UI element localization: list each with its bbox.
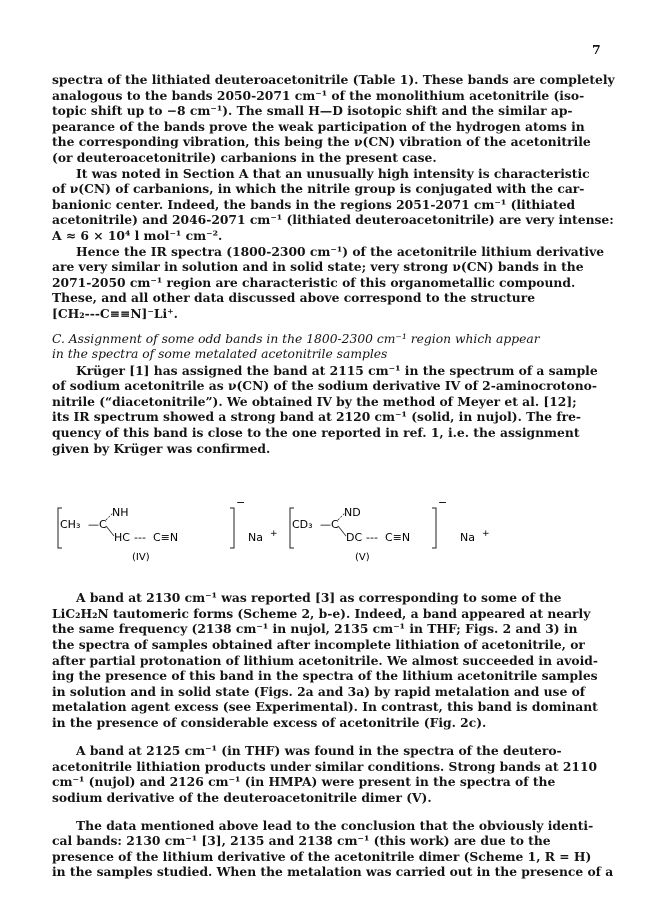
paragraph-structure [52,244,617,322]
text-line: topic shift up to −8 cm⁻¹). The small H—D isotopic shift and the similar ap- [52,103,573,119]
v-top-group: ND [344,506,361,519]
svg-text:---: --- [366,531,378,544]
text-line: (or deuteroacetonitrile) carbanions in the present case. [52,149,437,165]
text-line: Hence the IR spectra (1800-2300 cm⁻¹) of the acetonitrile lithium derivative [76,243,605,259]
text-line: in the presence of considerable excess of acetonitrile (Fig. 2c). [52,715,487,731]
text-line: A ≈ 6 × 10⁴ l mol⁻¹ cm⁻². [52,227,223,243]
upper-text-block [52,72,617,456]
text-line: the spectra of samples obtained after incomplete lithiation of acetonitrile, or [52,637,585,653]
text-line: of sodium acetonitrile as ν(CN) of the sodium derivative IV of 2-aminocrotono- [52,378,597,394]
text-line: metalation agent excess (see Experimental). In contrast, this band is dominant [52,699,598,715]
svg-text:+: + [482,529,490,539]
v-counter-ion: Na [460,531,475,544]
v-charge: − [438,496,448,509]
text-line: It was noted in Section A that an unusually high intensity is characteristic [76,165,590,181]
paragraph-conclusion [52,818,617,880]
text-line: its IR spectrum showed a strong band at 2120 cm⁻¹ (solid, in nujol). The fre- [52,409,582,425]
iv-charge: − [236,496,246,509]
lower-text-block [52,578,617,892]
iv-bottom-group: HC [114,531,130,544]
page-number: 7 [592,42,601,57]
text-line: A band at 2125 cm⁻¹ (in THF) was found in the spectra of the deutero- [76,742,562,758]
v-nitrile: C≡N [385,531,411,544]
text-line: spectra of the lithiated deuteroacetonitrile (Table 1). These bands are completely [52,72,615,87]
svg-text:+: + [270,529,278,539]
structure-v [290,496,490,563]
v-bottom-group: DC [346,531,363,544]
paragraph-2130-band [52,590,617,730]
text-line: banionic center. Indeed, the bands in the regions 2051-2071 cm⁻¹ (lithiated [52,196,576,212]
structure-iv [58,496,278,563]
text-line: in solution and in solid state (Figs. 2a and 3a) by rapid metalation and use of [52,683,586,699]
paragraph-intensity [52,166,617,244]
text-line: the same frequency (2138 cm⁻¹ in nujol, 2135 cm⁻¹ in THF; Figs. 2 and 3) in [52,621,578,637]
text-line: acetonitrile) and 2046-2071 cm⁻¹ (lithiated deuteroacetonitrile) are very intense: [52,212,614,228]
text-line: in the spectra of some metalated acetonitrile samples [52,347,388,362]
svg-text:---: --- [134,531,146,544]
text-line: The data mentioned above lead to the conclusion that the obviously identi- [76,817,594,833]
text-line: of ν(CN) of carbanions, in which the nitrile group is conjugated with the car- [52,181,585,197]
text-line: analogous to the bands 2050-2071 cm⁻¹ of the monolithium acetonitrile (iso- [52,87,585,103]
text-line: [CH₂---C≡≡N]⁻Li⁺. [52,305,178,321]
svg-text:—C: —C [320,518,339,531]
text-line: after partial protonation of lithium acetonitrile. We almost succeeded in avoid- [52,652,598,668]
text-line: quency of this band is close to the one reported in ref. 1, i.e. the assignment [52,425,580,441]
text-line: acetonitrile lithiation products under similar conditions. Strong bands at 2110 [52,758,598,774]
text-line: sodium derivative of the deuteroacetonitrile dimer (V). [52,789,432,805]
text-line: These, and all other data discussed above correspond to the structure [52,290,536,306]
text-line: A band at 2130 cm⁻¹ was reported [3] as corresponding to some of the [76,590,562,606]
v-label: (V) [355,552,370,563]
v-left-group: CD₃ [292,518,313,531]
iv-label: (IV) [132,552,150,563]
text-line: LiC₂H₂N tautomeric forms (Scheme 2, b-e). Indeed, a band appeared at nearly [52,605,591,621]
text-line: in the samples studied. When the metalation was carried out in the presence of a [52,864,614,880]
text-line: cm⁻¹ (nujol) and 2126 cm⁻¹ (in HMPA) were present in the spectra of the [52,774,556,790]
text-line: pearance of the bands prove the weak participation of the hydrogen atoms in [52,118,585,134]
text-line: C. Assignment of some odd bands in the 1800-2300 cm⁻¹ region which appear [52,331,540,346]
text-line: nitrile (“diacetonitrile”). We obtained IV by the method of Meyer et al. [12]; [52,393,577,409]
text-line: given by Krüger was confirmed. [52,440,271,456]
text-line: cal bands: 2130 cm⁻¹ [3], 2135 and 2138 cm⁻¹ (this work) are due to the [52,833,551,849]
iv-top-group: NH [112,506,129,519]
text-line: the corresponding vibration, this being the ν(CN) vibration of the acetonitrile [52,134,591,150]
chemical-scheme [52,496,617,563]
text-line: Krüger [1] has assigned the band at 2115 cm⁻¹ in the spectrum of a sample [76,362,598,378]
svg-text:—C: —C [88,518,107,531]
paragraph-isotopic-shift [52,72,617,166]
iv-nitrile: C≡N [153,531,179,544]
paragraph-kruger [52,363,617,457]
iv-left-group: CH₃ [60,518,81,531]
iv-counter-ion: Na [248,531,263,544]
text-line: ing the presence of this band in the spectra of the lithium acetonitrile samples [52,668,598,684]
text-line: presence of the lithium derivative of the acetonitrile dimer (Scheme 1, R = H) [52,848,592,864]
text-line: 2071-2050 cm⁻¹ region are characteristic of this organometallic compound. [52,274,576,290]
section-heading-c [52,332,617,363]
text-line: are very similar in solution and in solid state; very strong ν(CN) bands in the [52,259,584,275]
paragraph-2125-band [52,743,617,805]
